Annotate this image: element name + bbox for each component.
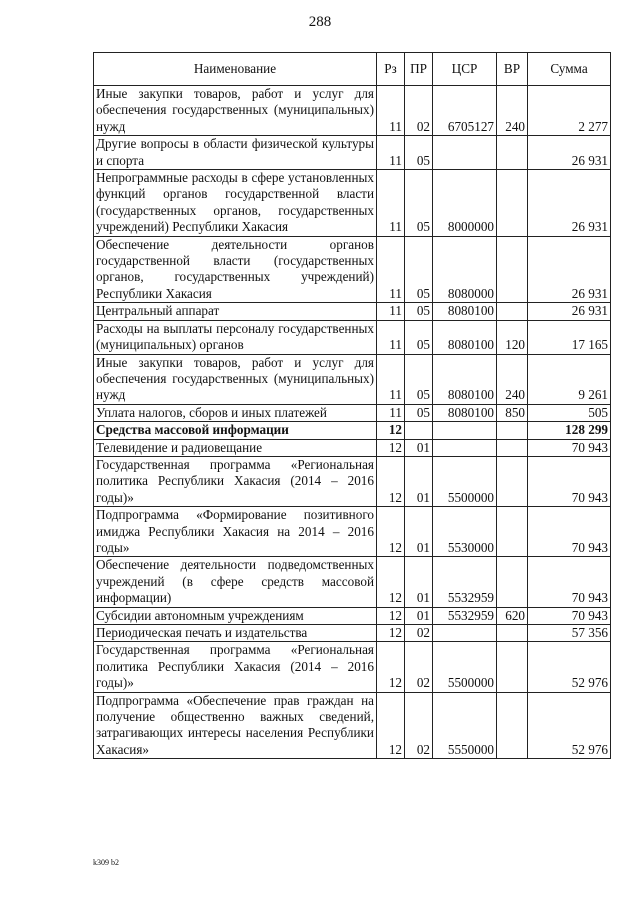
- cell-csr: 5500000: [433, 456, 497, 506]
- cell-pr: 02: [405, 642, 433, 692]
- cell-csr: [433, 136, 497, 170]
- table-row: [94, 303, 611, 320]
- cell-name: Периодическая печать и издательства: [94, 625, 377, 642]
- table-row: [94, 557, 611, 607]
- cell-csr: 8080100: [433, 354, 497, 404]
- header-vr: ВР: [497, 53, 528, 86]
- cell-sum: 128 299: [528, 422, 611, 439]
- cell-rz: 12: [377, 456, 405, 506]
- cell-rz: 11: [377, 303, 405, 320]
- table-row: [94, 422, 611, 439]
- table-row: [94, 236, 611, 303]
- table-row: [94, 439, 611, 456]
- cell-rz: 11: [377, 86, 405, 136]
- cell-vr: [497, 692, 528, 759]
- cell-rz: 11: [377, 136, 405, 170]
- cell-vr: 850: [497, 404, 528, 421]
- cell-pr: 05: [405, 136, 433, 170]
- cell-sum: 52 976: [528, 642, 611, 692]
- cell-vr: [497, 625, 528, 642]
- cell-pr: 01: [405, 439, 433, 456]
- cell-pr: [405, 422, 433, 439]
- cell-name: Субсидии автономным учреждениям: [94, 607, 377, 624]
- cell-pr: 05: [405, 170, 433, 237]
- table-row: [94, 404, 611, 421]
- table-row: [94, 320, 611, 354]
- cell-vr: 240: [497, 86, 528, 136]
- table-body: [94, 86, 611, 759]
- cell-vr: [497, 236, 528, 303]
- cell-pr: 01: [405, 507, 433, 557]
- cell-rz: 12: [377, 439, 405, 456]
- cell-rz: 12: [377, 422, 405, 439]
- cell-name: Подпрограмма «Обеспечение прав граждан на получение общественно важных сведений, затрагивающих интересы населения Республики Хакасия»: [94, 692, 377, 759]
- budget-table: [93, 52, 611, 759]
- cell-vr: [497, 170, 528, 237]
- cell-sum: 70 943: [528, 439, 611, 456]
- cell-rz: 12: [377, 607, 405, 624]
- table-row: [94, 86, 611, 136]
- cell-name: Средства массовой информации: [94, 422, 377, 439]
- table-row: [94, 607, 611, 624]
- cell-rz: 12: [377, 642, 405, 692]
- cell-csr: 8080000: [433, 236, 497, 303]
- cell-csr: 5550000: [433, 692, 497, 759]
- cell-pr: 05: [405, 320, 433, 354]
- cell-name: Расходы на выплаты персоналу государственных (муниципальных) органов: [94, 320, 377, 354]
- cell-pr: 02: [405, 625, 433, 642]
- cell-sum: 70 943: [528, 456, 611, 506]
- header-rz: Рз: [377, 53, 405, 86]
- cell-sum: 9 261: [528, 354, 611, 404]
- table-row: [94, 456, 611, 506]
- cell-pr: 05: [405, 236, 433, 303]
- cell-vr: [497, 507, 528, 557]
- header-sum: Сумма: [528, 53, 611, 86]
- cell-pr: 05: [405, 303, 433, 320]
- cell-csr: [433, 625, 497, 642]
- cell-vr: [497, 557, 528, 607]
- cell-sum: 505: [528, 404, 611, 421]
- cell-name: Уплата налогов, сборов и иных платежей: [94, 404, 377, 421]
- table-row: [94, 136, 611, 170]
- cell-sum: 70 943: [528, 607, 611, 624]
- table-row: [94, 642, 611, 692]
- cell-csr: 5500000: [433, 642, 497, 692]
- cell-name: Обеспечение деятельности органов государственной власти (государственных органов, государственных учреждений) Республики Хакасия: [94, 236, 377, 303]
- cell-name: Центральный аппарат: [94, 303, 377, 320]
- cell-sum: 26 931: [528, 170, 611, 237]
- cell-csr: 5530000: [433, 507, 497, 557]
- cell-rz: 12: [377, 625, 405, 642]
- cell-csr: 8080100: [433, 320, 497, 354]
- cell-csr: 5532959: [433, 557, 497, 607]
- page-number: 288: [308, 14, 332, 30]
- cell-name: Телевидение и радиовещание: [94, 439, 377, 456]
- cell-sum: 2 277: [528, 86, 611, 136]
- cell-pr: 05: [405, 404, 433, 421]
- cell-rz: 11: [377, 320, 405, 354]
- cell-pr: 01: [405, 557, 433, 607]
- cell-vr: [497, 642, 528, 692]
- cell-vr: 120: [497, 320, 528, 354]
- cell-pr: 01: [405, 607, 433, 624]
- footer-code: k309 b2: [93, 858, 119, 867]
- cell-sum: 70 943: [528, 507, 611, 557]
- cell-csr: 8000000: [433, 170, 497, 237]
- cell-vr: [497, 136, 528, 170]
- table-row: [94, 507, 611, 557]
- cell-rz: 11: [377, 354, 405, 404]
- cell-csr: 6705127: [433, 86, 497, 136]
- header-csr: ЦСР: [433, 53, 497, 86]
- cell-vr: 620: [497, 607, 528, 624]
- header-name: Наименование: [94, 53, 377, 86]
- cell-vr: [497, 422, 528, 439]
- cell-csr: 8080100: [433, 303, 497, 320]
- cell-rz: 12: [377, 692, 405, 759]
- table-row: [94, 625, 611, 642]
- cell-vr: 240: [497, 354, 528, 404]
- cell-pr: 01: [405, 456, 433, 506]
- cell-sum: 26 931: [528, 303, 611, 320]
- cell-sum: 70 943: [528, 557, 611, 607]
- cell-name: Непрограммные расходы в сфере установленных функций органов государственной власти (государственных органов, государственных учреждений) Республики Хакасия: [94, 170, 377, 237]
- cell-csr: [433, 422, 497, 439]
- cell-pr: 02: [405, 86, 433, 136]
- cell-name: Другие вопросы в области физической культуры и спорта: [94, 136, 377, 170]
- cell-sum: 17 165: [528, 320, 611, 354]
- cell-name: Обеспечение деятельности подведомственных учреждений (в сфере средств массовой информации): [94, 557, 377, 607]
- cell-rz: 11: [377, 170, 405, 237]
- cell-rz: 12: [377, 507, 405, 557]
- header-pr: ПР: [405, 53, 433, 86]
- table-header-row: [94, 53, 611, 86]
- cell-sum: 52 976: [528, 692, 611, 759]
- table-row: [94, 692, 611, 759]
- table-row: [94, 354, 611, 404]
- cell-rz: 12: [377, 557, 405, 607]
- cell-rz: 11: [377, 236, 405, 303]
- cell-name: Подпрограмма «Формирование позитивного имиджа Республики Хакасия на 2014 – 2016 годы»: [94, 507, 377, 557]
- cell-name: Государственная программа «Региональная политика Республики Хакасия (2014 – 2016 годы)»: [94, 456, 377, 506]
- cell-sum: 57 356: [528, 625, 611, 642]
- cell-rz: 11: [377, 404, 405, 421]
- cell-sum: 26 931: [528, 236, 611, 303]
- cell-vr: [497, 439, 528, 456]
- cell-vr: [497, 303, 528, 320]
- cell-name: Иные закупки товаров, работ и услуг для обеспечения государственных (муниципальных) нужд: [94, 86, 377, 136]
- cell-name: Иные закупки товаров, работ и услуг для обеспечения государственных (муниципальных) нужд: [94, 354, 377, 404]
- table-row: [94, 170, 611, 237]
- cell-csr: 8080100: [433, 404, 497, 421]
- cell-pr: 05: [405, 354, 433, 404]
- cell-csr: 5532959: [433, 607, 497, 624]
- cell-pr: 02: [405, 692, 433, 759]
- cell-vr: [497, 456, 528, 506]
- cell-csr: [433, 439, 497, 456]
- cell-sum: 26 931: [528, 136, 611, 170]
- cell-name: Государственная программа «Региональная политика Республики Хакасия (2014 – 2016 годы)»: [94, 642, 377, 692]
